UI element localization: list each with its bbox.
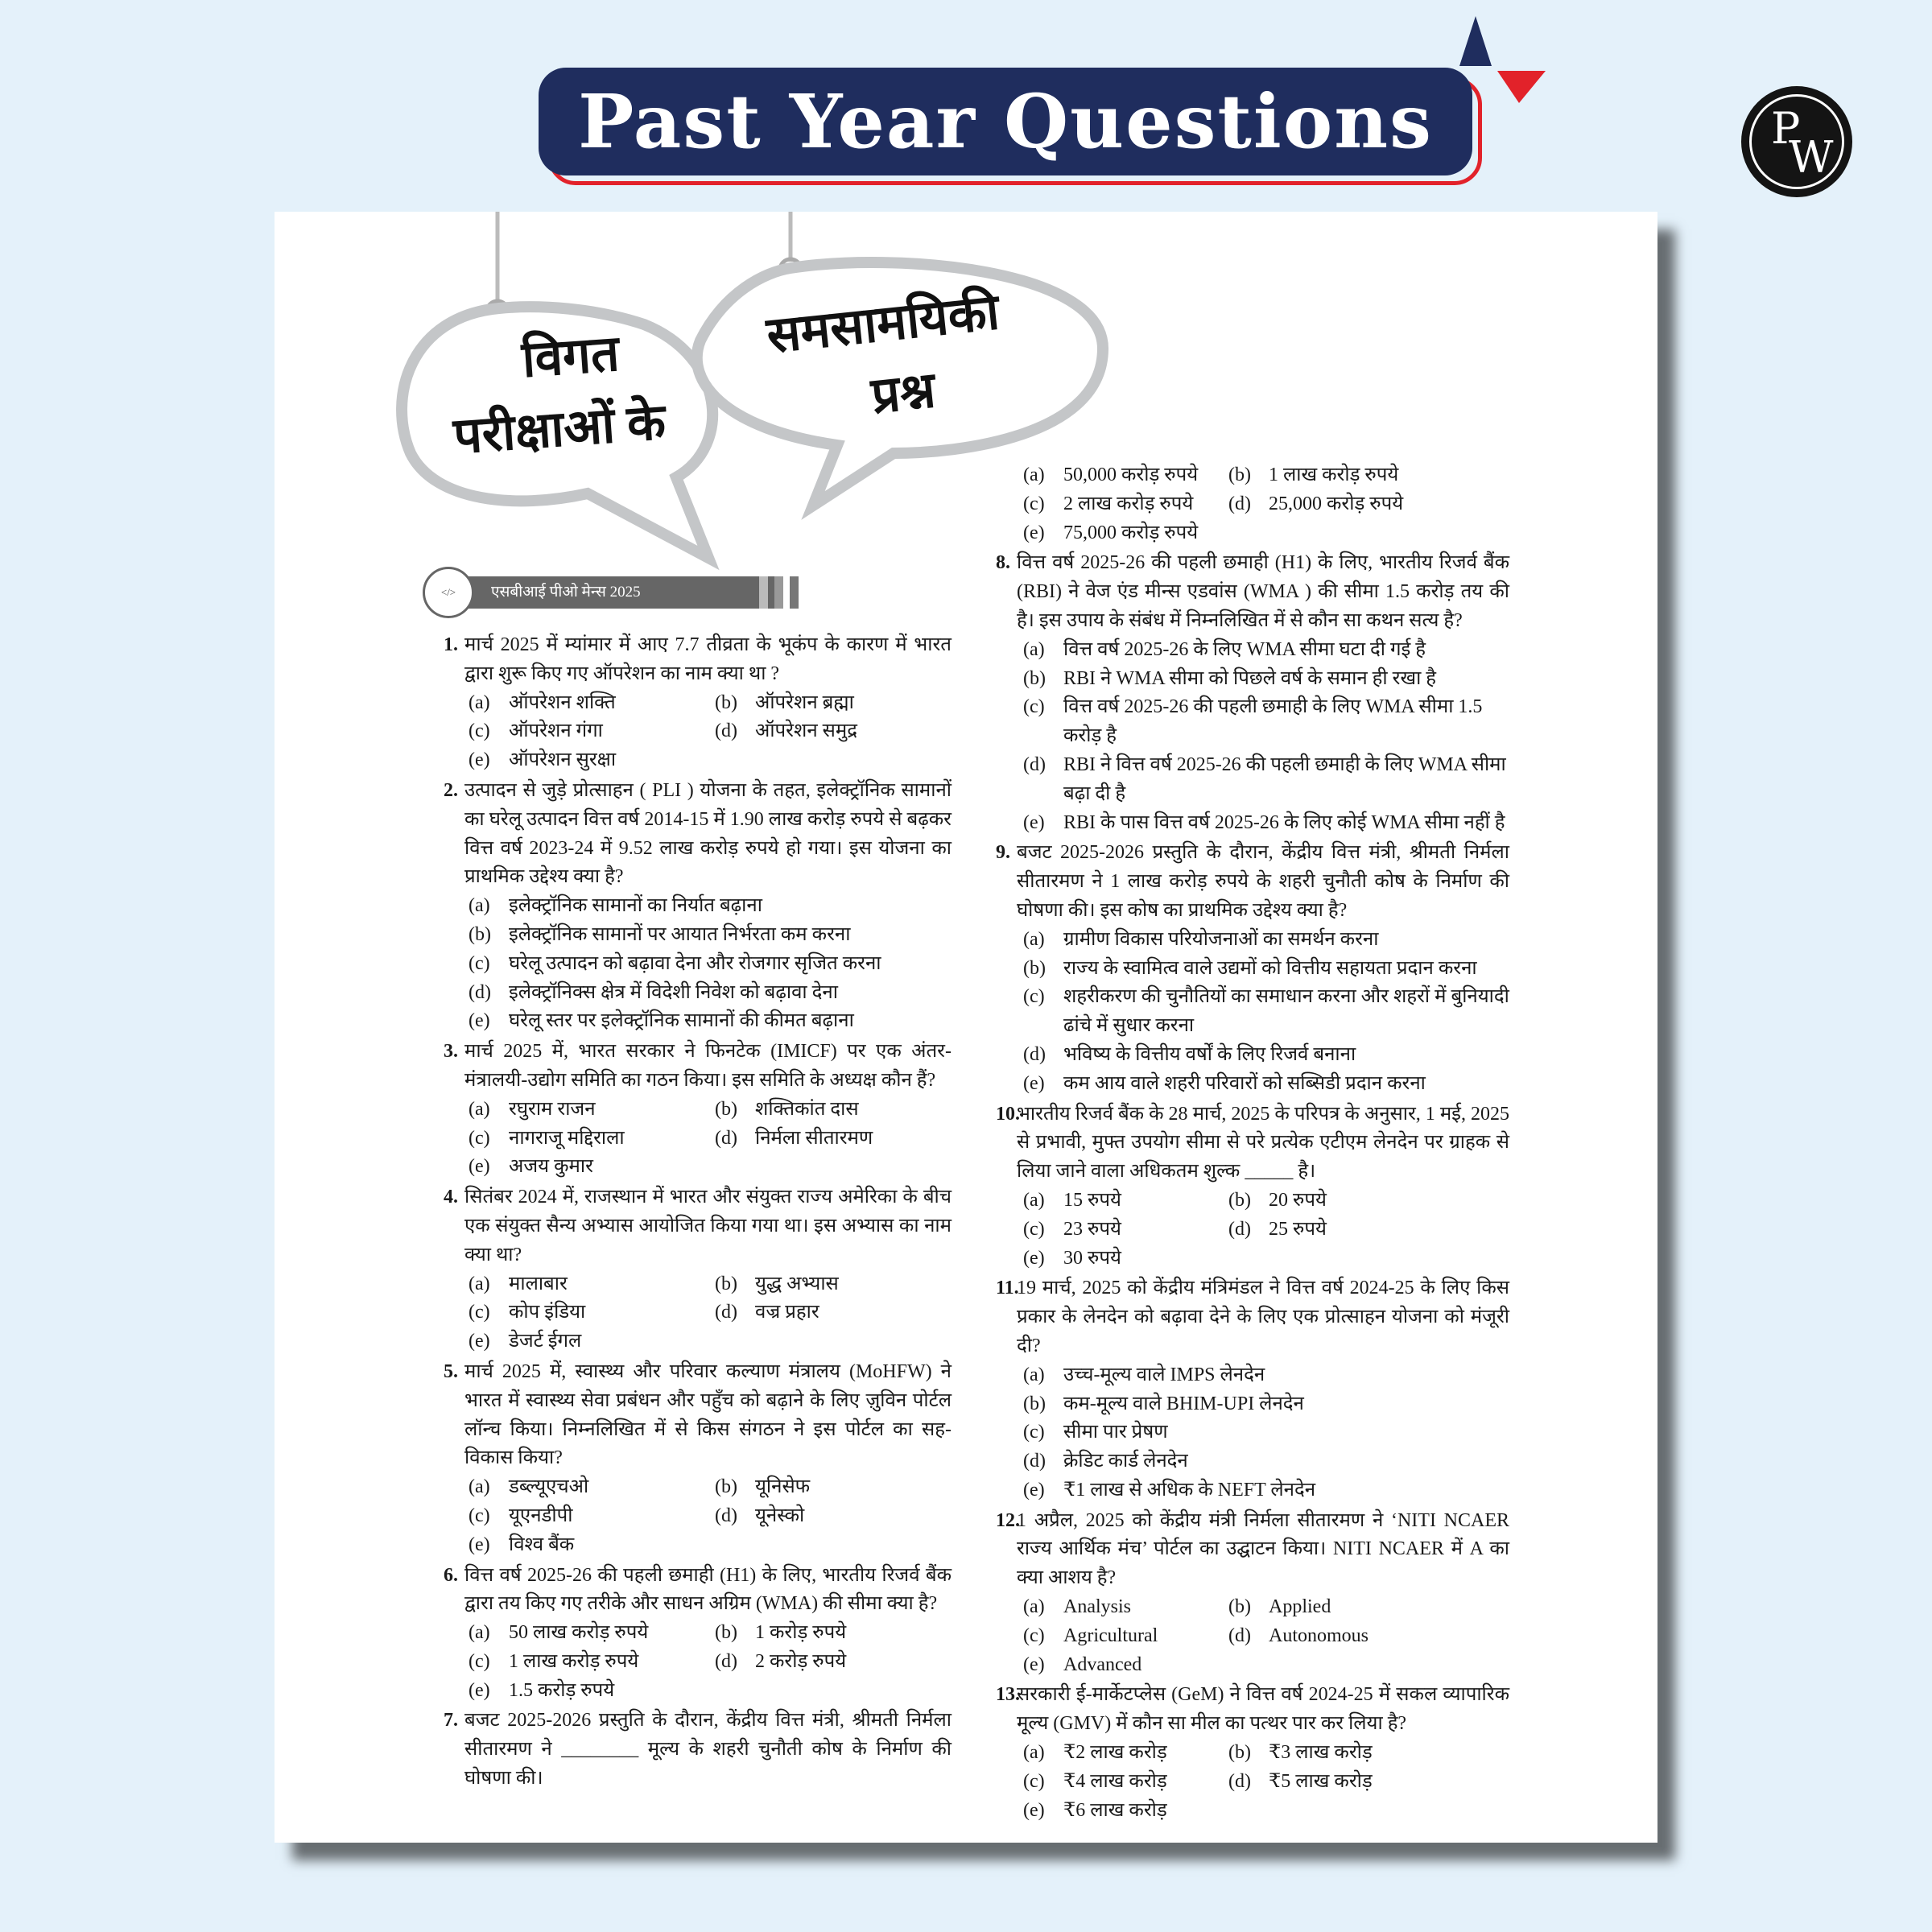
bubble-right-line1: समसामयिकी bbox=[764, 285, 1002, 364]
option-item bbox=[1023, 926, 1509, 955]
option-label: (d) bbox=[715, 1505, 737, 1526]
option-item bbox=[469, 1327, 715, 1356]
option-item bbox=[1023, 809, 1509, 838]
option-item bbox=[469, 1502, 715, 1531]
option-text: डब्ल्यूएचओ bbox=[509, 1476, 589, 1498]
option-text: Advanced bbox=[1063, 1653, 1142, 1675]
options-list bbox=[444, 892, 952, 1036]
question-item bbox=[996, 1100, 1509, 1274]
option-item bbox=[1023, 955, 1509, 984]
question-item bbox=[444, 631, 952, 775]
option-label: (e) bbox=[1023, 522, 1045, 543]
option-text: यूनिसेफ bbox=[755, 1476, 811, 1498]
section-label: एसबीआई पीओ मेन्स 2025 bbox=[455, 576, 777, 609]
option-item bbox=[469, 892, 952, 921]
option-label: (c) bbox=[1023, 696, 1045, 718]
question-number: 6. bbox=[444, 1564, 458, 1586]
option-label: (b) bbox=[715, 1098, 737, 1120]
option-item bbox=[1023, 1622, 1228, 1651]
option-label: (d) bbox=[1023, 753, 1046, 775]
question-item bbox=[444, 777, 952, 1036]
options-list bbox=[996, 1187, 1509, 1273]
option-label: (a) bbox=[1023, 928, 1045, 950]
option-text: इलेक्ट्रॉनिक सामानों पर आयात निर्भरता कम करना bbox=[509, 923, 851, 945]
option-text: RBI के पास वित्त वर्ष 2025-26 के लिए कोई WMA सीमा नहीं है bbox=[1063, 811, 1505, 833]
option-item bbox=[469, 746, 715, 775]
option-item bbox=[1023, 1651, 1228, 1680]
option-label: (d) bbox=[715, 720, 737, 742]
option-label: (a) bbox=[469, 895, 490, 917]
page-title: Past Year Questions bbox=[578, 78, 1433, 165]
option-item bbox=[1023, 1390, 1509, 1419]
question-stem bbox=[444, 1562, 952, 1620]
option-item bbox=[1023, 1216, 1228, 1245]
option-text: ऑपरेशन समुद्र bbox=[755, 720, 857, 742]
question-text: सरकारी ई-मार्केटप्लेस (GeM) ने वित्त वर्ष 2024-25 में सकल व्यापारिक मूल्य (GMV) में कौन सा मील का पत्थर पार कर लिया है? bbox=[1017, 1684, 1509, 1735]
question-text: बजट 2025-2026 प्रस्तुति के दौरान, केंद्रीय वित्त मंत्री, श्रीमती निर्मला सीतारमण ने 1 लाख करोड़ रुपये के शहरी चुनौती कोष के निर्माण की घोषणा की। इस कोष का प्राथमिक उद्देश्य क्या है? bbox=[1017, 842, 1509, 921]
option-text: 20 रुपये bbox=[1269, 1189, 1327, 1211]
question-text: 1 अप्रैल, 2025 को केंद्रीय मंत्री निर्मला सीतारमण ने ‘NITI NCAER राज्य आर्थिक मंच’ पोर्टल का उद्घाटन किया। NITI NCAER में A का क्या आशय है? bbox=[1017, 1509, 1509, 1589]
option-label: (a) bbox=[1023, 1742, 1045, 1764]
option-text: 2 करोड़ रुपये bbox=[755, 1650, 847, 1672]
question-number: 3. bbox=[444, 1041, 458, 1063]
option-text: उच्च-मूल्य वाले IMPS लेनदेन bbox=[1063, 1364, 1265, 1385]
option-text: यूनेस्को bbox=[755, 1505, 805, 1526]
option-label: (b) bbox=[1228, 1742, 1251, 1764]
option-text: वित्त वर्ष 2025-26 की पहली छमाही के लिए WMA सीमा 1.5 करोड़ है bbox=[1063, 696, 1483, 747]
question-number: 5. bbox=[444, 1360, 458, 1382]
option-label: (c) bbox=[1023, 1624, 1045, 1646]
question-number: 11. bbox=[996, 1278, 1019, 1299]
option-item bbox=[469, 1125, 715, 1154]
option-text: ₹4 लाख करोड़ bbox=[1063, 1770, 1167, 1792]
option-text: 75,000 करोड़ रुपये bbox=[1063, 522, 1199, 543]
option-text: Analysis bbox=[1063, 1596, 1131, 1618]
option-label: (b) bbox=[1228, 464, 1251, 485]
option-text: 2 लाख करोड़ रुपये bbox=[1063, 493, 1194, 514]
option-text: Applied bbox=[1269, 1596, 1331, 1618]
option-label: (a) bbox=[1023, 464, 1045, 485]
question-text: सितंबर 2024 में, राजस्थान में भारत और संयुक्त राज्य अमेरिका के बीच एक संयुक्त सैन्य अभ्यास आयोजित किया गया था। इस अभ्यास का नाम क्या था? bbox=[464, 1187, 952, 1265]
pw-logo-mark: P W bbox=[1749, 94, 1844, 189]
option-label: (c) bbox=[1023, 986, 1045, 1008]
option-item bbox=[469, 1648, 715, 1677]
option-label: (c) bbox=[469, 1127, 490, 1149]
option-text: कम-मूल्य वाले BHIM-UPI लेनदेन bbox=[1063, 1393, 1304, 1414]
option-item bbox=[1023, 490, 1228, 519]
exam-section-tag bbox=[423, 567, 801, 618]
question-text: वित्त वर्ष 2025-26 की पहली छमाही (H1) के लिए, भारतीय रिजर्व बैंक द्वारा तय किए गए तरीके और साधन अग्रिम (WMA) की सीमा क्या है? bbox=[464, 1564, 952, 1615]
option-text: 1 लाख करोड़ रुपये bbox=[509, 1650, 639, 1672]
option-text: भविष्य के वित्तीय वर्षों के लिए रिजर्व बनाना bbox=[1063, 1043, 1356, 1065]
option-text: ₹5 लाख करोड़ bbox=[1269, 1770, 1373, 1792]
tag-stripe bbox=[790, 576, 799, 609]
option-text: 15 रुपये bbox=[1063, 1189, 1121, 1211]
option-text: ₹3 लाख करोड़ bbox=[1269, 1742, 1373, 1764]
option-item bbox=[1023, 1041, 1509, 1070]
question-number: 12. bbox=[996, 1509, 1020, 1531]
options-list bbox=[444, 1619, 952, 1705]
option-label: (a) bbox=[469, 1273, 490, 1294]
option-item bbox=[1228, 1622, 1509, 1651]
options-list bbox=[996, 636, 1509, 838]
question-number: 8. bbox=[996, 552, 1010, 574]
option-label: (a) bbox=[1023, 638, 1045, 660]
option-item bbox=[469, 950, 952, 979]
option-text: इलेक्ट्रॉनिक्स क्षेत्र में विदेशी निवेश को बढ़ावा देना bbox=[509, 981, 838, 1003]
tag-stripe bbox=[759, 576, 768, 609]
option-text: 1 लाख करोड़ रुपये bbox=[1269, 464, 1399, 485]
option-label: (e) bbox=[469, 1010, 490, 1032]
option-label: (e) bbox=[469, 1679, 490, 1701]
option-item bbox=[715, 1473, 952, 1502]
option-text: ऑपरेशन ब्रह्मा bbox=[755, 691, 854, 713]
bubble-right-line2: प्रश्न bbox=[869, 363, 939, 424]
option-label: (c) bbox=[1023, 1422, 1045, 1443]
option-item bbox=[1023, 1593, 1228, 1622]
question-number: 1. bbox=[444, 634, 458, 655]
option-label: (d) bbox=[1023, 1451, 1046, 1472]
question-text: 19 मार्च, 2025 को केंद्रीय मंत्रिमंडल ने वित्त वर्ष 2024-25 के लिए किस प्रकार के लेनदेन को बढ़ावा देने के लिए एक प्रोत्साहन योजना को मंजूरी दी? bbox=[1017, 1278, 1509, 1356]
option-item bbox=[715, 1502, 952, 1531]
option-item bbox=[715, 1298, 952, 1327]
document-code-icon: </> bbox=[423, 567, 474, 618]
option-label: (b) bbox=[715, 1622, 737, 1644]
option-label: (d) bbox=[1228, 493, 1251, 514]
question-stem bbox=[996, 1274, 1509, 1360]
option-label: (b) bbox=[1228, 1596, 1251, 1618]
option-item bbox=[1023, 1797, 1228, 1826]
question-text: भारतीय रिजर्व बैंक के 28 मार्च, 2025 के परिपत्र के अनुसार, 1 मई, 2025 से प्रभावी, मुफ्त उपयोग सीमा से परे प्रत्येक एटीएम लेनदेन पर ग्राहक से लिया जाने वाला अधिकतम शुल्क _____ है। bbox=[1017, 1103, 1509, 1183]
question-number: 7. bbox=[444, 1710, 458, 1732]
option-text: 25 रुपये bbox=[1269, 1218, 1327, 1240]
option-label: (b) bbox=[1023, 1393, 1046, 1414]
option-item bbox=[469, 689, 715, 718]
option-label: (c) bbox=[469, 1302, 490, 1323]
option-text: ₹1 लाख से अधिक के NEFT लेनदेन bbox=[1063, 1479, 1316, 1501]
question-stem bbox=[444, 631, 952, 689]
option-label: (e) bbox=[1023, 1799, 1045, 1821]
option-text: ₹6 लाख करोड़ bbox=[1063, 1799, 1167, 1821]
option-item bbox=[1023, 693, 1509, 751]
option-text: रघुराम राजन bbox=[509, 1098, 596, 1120]
option-text: 50 लाख करोड़ रुपये bbox=[509, 1622, 649, 1644]
option-label: (b) bbox=[715, 691, 737, 713]
option-item bbox=[469, 1007, 952, 1036]
option-label: (d) bbox=[1228, 1770, 1251, 1792]
option-item bbox=[1023, 1476, 1509, 1505]
title-banner bbox=[539, 68, 1472, 179]
options-list bbox=[444, 1473, 952, 1559]
option-item bbox=[1023, 1070, 1509, 1099]
option-item bbox=[1228, 1216, 1509, 1245]
option-item bbox=[469, 1677, 715, 1706]
question-text: मार्च 2025 में म्यांमार में आए 7.7 तीव्रता के भूकंप के कारण में भारत द्वारा शुरू किए गए ऑपरेशन का नाम क्या था ? bbox=[464, 634, 952, 684]
option-label: (d) bbox=[1023, 1043, 1046, 1065]
question-number: 10. bbox=[996, 1103, 1020, 1125]
bubble-left-line2: परीक्षाओं के bbox=[452, 394, 667, 464]
option-item bbox=[469, 1619, 715, 1648]
option-item bbox=[469, 1473, 715, 1502]
option-text: यूएनडीपी bbox=[509, 1505, 573, 1526]
question-stem bbox=[996, 839, 1509, 925]
option-text: मालाबार bbox=[509, 1273, 568, 1294]
question-number: 2. bbox=[444, 779, 458, 801]
question-stem bbox=[444, 1707, 952, 1793]
option-item bbox=[1228, 1593, 1509, 1622]
option-text: अजय कुमार bbox=[509, 1156, 593, 1178]
question-stem bbox=[996, 549, 1509, 635]
options-list bbox=[444, 689, 952, 775]
option-text: युद्ध अभ्यास bbox=[755, 1273, 839, 1294]
bubble-left-line1: विगत bbox=[520, 326, 621, 388]
option-item bbox=[1023, 751, 1509, 809]
option-text: 23 रुपये bbox=[1063, 1218, 1121, 1240]
option-item bbox=[1023, 461, 1228, 490]
option-item bbox=[1228, 490, 1509, 519]
question-number: 4. bbox=[444, 1187, 458, 1208]
option-text: कम आय वाले शहरी परिवारों को सब्सिडी प्रदान करना bbox=[1063, 1072, 1426, 1094]
question-stem bbox=[444, 1183, 952, 1269]
option-label: (d) bbox=[1228, 1218, 1251, 1240]
option-item bbox=[1023, 1768, 1228, 1797]
option-label: (b) bbox=[1023, 957, 1046, 979]
option-label: (b) bbox=[469, 923, 491, 945]
option-label: (d) bbox=[715, 1127, 737, 1149]
pw-logo bbox=[1741, 86, 1852, 197]
option-label: (e) bbox=[1023, 811, 1045, 833]
option-item bbox=[469, 1531, 715, 1560]
option-label: (a) bbox=[469, 691, 490, 713]
option-item bbox=[1023, 1245, 1228, 1274]
options-list bbox=[996, 926, 1509, 1099]
option-item bbox=[1023, 1361, 1509, 1390]
options-list bbox=[996, 1593, 1509, 1679]
options-list bbox=[996, 1739, 1509, 1825]
option-text: RBI ने WMA सीमा को पिछले वर्ष के समान ही रखा है bbox=[1063, 667, 1437, 689]
option-item bbox=[715, 1096, 952, 1125]
option-label: (c) bbox=[469, 1505, 490, 1526]
option-item bbox=[1228, 1768, 1509, 1797]
question-item bbox=[996, 1507, 1509, 1680]
question-item bbox=[996, 1274, 1509, 1505]
option-text: राज्य के स्वामित्व वाले उद्यमों को वित्तीय सहायता प्रदान करना bbox=[1063, 957, 1477, 979]
option-item bbox=[469, 1298, 715, 1327]
option-item bbox=[715, 1648, 952, 1677]
option-item bbox=[469, 1153, 715, 1182]
option-text: डेजर्ट ईगल bbox=[509, 1331, 582, 1352]
option-label: (e) bbox=[469, 1331, 490, 1352]
option-label: (e) bbox=[1023, 1653, 1045, 1675]
option-item bbox=[1023, 1187, 1228, 1216]
option-label: (e) bbox=[1023, 1247, 1045, 1269]
option-text: वित्त वर्ष 2025-26 के लिए WMA सीमा घटा दी गई है bbox=[1063, 638, 1426, 660]
option-text: Autonomous bbox=[1269, 1624, 1369, 1646]
option-item bbox=[1228, 461, 1509, 490]
option-item bbox=[715, 1619, 952, 1648]
banner-body bbox=[539, 68, 1472, 175]
option-item bbox=[1228, 1187, 1509, 1216]
option-item bbox=[1228, 1739, 1509, 1768]
option-label: (d) bbox=[469, 981, 491, 1003]
option-label: (b) bbox=[715, 1476, 737, 1498]
option-text: निर्मला सीतारमण bbox=[755, 1127, 873, 1149]
option-label: (e) bbox=[469, 1534, 490, 1555]
question-number: 13. bbox=[996, 1684, 1020, 1706]
question-item bbox=[996, 1681, 1509, 1825]
option-item bbox=[1023, 983, 1509, 1041]
option-text: इलेक्ट्रॉनिक सामानों का निर्यात बढ़ाना bbox=[509, 895, 762, 917]
option-label: (c) bbox=[469, 720, 490, 742]
option-text: घरेलू स्तर पर इलेक्ट्रॉनिक सामानों की कीमत बढ़ाना bbox=[509, 1010, 854, 1032]
option-text: घरेलू उत्पादन को बढ़ावा देना और रोजगार सृजित करना bbox=[509, 952, 881, 974]
options-list bbox=[444, 1270, 952, 1356]
question-text: वित्त वर्ष 2025-26 की पहली छमाही (H1) के लिए, भारतीय रिजर्व बैंक (RBI) ने वेज एंड मीन्स एडवांस (WMA ) की सीमा 1.5 करोड़ तय की है। इस उपाय के संबंध में निम्नलिखित में से कौन सा कथन सत्य है? bbox=[1017, 552, 1509, 631]
option-item bbox=[469, 717, 715, 746]
option-label: (d) bbox=[715, 1302, 737, 1323]
option-label: (c) bbox=[1023, 493, 1045, 514]
option-item bbox=[1023, 1447, 1509, 1476]
option-label: (c) bbox=[1023, 1218, 1045, 1240]
option-text: ऑपरेशन शक्ति bbox=[509, 691, 616, 713]
option-item bbox=[1023, 519, 1228, 548]
question-options-continued bbox=[996, 461, 1509, 547]
option-label: (c) bbox=[469, 1650, 490, 1672]
question-text: मार्च 2025 में, भारत सरकार ने फिनटेक (IMICF) पर एक अंतर-मंत्रालयी-उद्योग समिति का गठन किया। इस समिति के अध्यक्ष कौन हैं? bbox=[464, 1041, 952, 1091]
option-item bbox=[1023, 1739, 1228, 1768]
option-label: (e) bbox=[1023, 1479, 1045, 1501]
question-stem bbox=[444, 1038, 952, 1096]
option-text: 1.5 करोड़ रुपये bbox=[509, 1679, 615, 1701]
option-item bbox=[1023, 665, 1509, 694]
option-label: (e) bbox=[469, 1156, 490, 1178]
question-number: 9. bbox=[996, 842, 1010, 864]
option-text: Agricultural bbox=[1063, 1624, 1158, 1646]
option-text: ऑपरेशन सुरक्षा bbox=[509, 749, 617, 771]
question-stem bbox=[996, 1100, 1509, 1187]
option-text: नागराजू मद्दिराला bbox=[509, 1127, 625, 1149]
option-text: RBI ने वित्त वर्ष 2025-26 की पहली छमाही के लिए WMA सीमा बढ़ा दी है bbox=[1063, 753, 1506, 804]
question-item bbox=[444, 1707, 952, 1793]
question-item bbox=[444, 1358, 952, 1560]
option-text: वज्र प्रहार bbox=[755, 1302, 819, 1323]
question-item bbox=[444, 1562, 952, 1706]
question-item bbox=[996, 839, 1509, 1098]
option-item bbox=[715, 689, 952, 718]
left-column bbox=[444, 631, 952, 1795]
option-text: ग्रामीण विकास परियोजनाओं का समर्थन करना bbox=[1063, 928, 1379, 950]
question-stem bbox=[444, 777, 952, 892]
question-text: उत्पादन से जुड़े प्रोत्साहन ( PLI ) योजना के तहत, इलेक्ट्रॉनिक सामानों का घरेलू उत्पादन वित्त वर्ष 2014-15 में 1.90 लाख करोड़ रुपये से बढ़कर वित्त वर्ष 2023-24 में 9.52 लाख करोड़ रुपये हो गया। इस योजना का प्राथमिक उद्देश्य क्या है? bbox=[464, 779, 952, 888]
option-text: 25,000 करोड़ रुपये bbox=[1269, 493, 1404, 514]
option-text: शहरीकरण की चुनौतियों का समाधान करना और शहरों में बुनियादी ढांचे में सुधार करना bbox=[1063, 986, 1509, 1037]
decorative-triangles-icon bbox=[1453, 16, 1550, 105]
question-text: मार्च 2025 में, स्वास्थ्य और परिवार कल्याण मंत्रालय (MoHFW) ने भारत में स्वास्थ्य सेवा प्रबंधन और पहुँच को बढ़ाने के लिए ज़ुविन पोर्टल लॉन्च किया। निम्नलिखित में से किस संगठन ने इस पोर्टल का सह-विकास किया? bbox=[464, 1360, 952, 1469]
option-label: (c) bbox=[469, 952, 490, 974]
option-text: 30 रुपये bbox=[1063, 1247, 1121, 1269]
question-item bbox=[444, 1038, 952, 1182]
options-list bbox=[996, 461, 1509, 547]
question-item bbox=[996, 549, 1509, 837]
option-text: विश्व बैंक bbox=[509, 1534, 575, 1555]
option-text: 1 करोड़ रुपये bbox=[755, 1622, 847, 1644]
option-text: कोप इंडिया bbox=[509, 1302, 586, 1323]
question-stem bbox=[996, 1681, 1509, 1739]
option-label: (b) bbox=[1228, 1189, 1251, 1211]
option-text: ₹2 लाख करोड़ bbox=[1063, 1742, 1167, 1764]
options-list bbox=[444, 1096, 952, 1182]
option-label: (a) bbox=[469, 1476, 490, 1498]
option-text: 50,000 करोड़ रुपये bbox=[1063, 464, 1199, 485]
option-item bbox=[1023, 1418, 1509, 1447]
option-label: (a) bbox=[1023, 1189, 1045, 1211]
option-item bbox=[469, 1270, 715, 1299]
option-label: (d) bbox=[1228, 1624, 1251, 1646]
option-label: (a) bbox=[469, 1622, 490, 1644]
option-item bbox=[469, 979, 952, 1008]
question-stem bbox=[996, 1507, 1509, 1593]
option-label: (c) bbox=[1023, 1770, 1045, 1792]
option-text: ऑपरेशन गंगा bbox=[509, 720, 603, 742]
option-item bbox=[715, 1125, 952, 1154]
option-item bbox=[715, 717, 952, 746]
option-label: (e) bbox=[469, 749, 490, 771]
option-item bbox=[469, 921, 952, 950]
option-label: (b) bbox=[715, 1273, 737, 1294]
option-item bbox=[1023, 636, 1509, 665]
question-stem bbox=[444, 1358, 952, 1473]
options-list bbox=[996, 1361, 1509, 1505]
option-label: (a) bbox=[1023, 1596, 1045, 1618]
option-label: (a) bbox=[1023, 1364, 1045, 1385]
option-item bbox=[469, 1096, 715, 1125]
right-column bbox=[996, 461, 1509, 1827]
option-text: सीमा पार प्रेषण bbox=[1063, 1422, 1168, 1443]
option-label: (a) bbox=[469, 1098, 490, 1120]
option-label: (e) bbox=[1023, 1072, 1045, 1094]
tag-stripe bbox=[774, 576, 783, 609]
question-item bbox=[444, 1183, 952, 1356]
option-item bbox=[715, 1270, 952, 1299]
question-text: बजट 2025-2026 प्रस्तुति के दौरान, केंद्रीय वित्त मंत्री, श्रीमती निर्मला सीतारमण ने ________ मूल्य के शहरी चुनौती कोष के निर्माण की घोषणा की। bbox=[464, 1710, 952, 1790]
option-label: (d) bbox=[715, 1650, 737, 1672]
option-text: क्रेडिट कार्ड लेनदेन bbox=[1063, 1451, 1188, 1472]
option-label: (b) bbox=[1023, 667, 1046, 689]
option-text: शक्तिकांत दास bbox=[755, 1098, 859, 1120]
